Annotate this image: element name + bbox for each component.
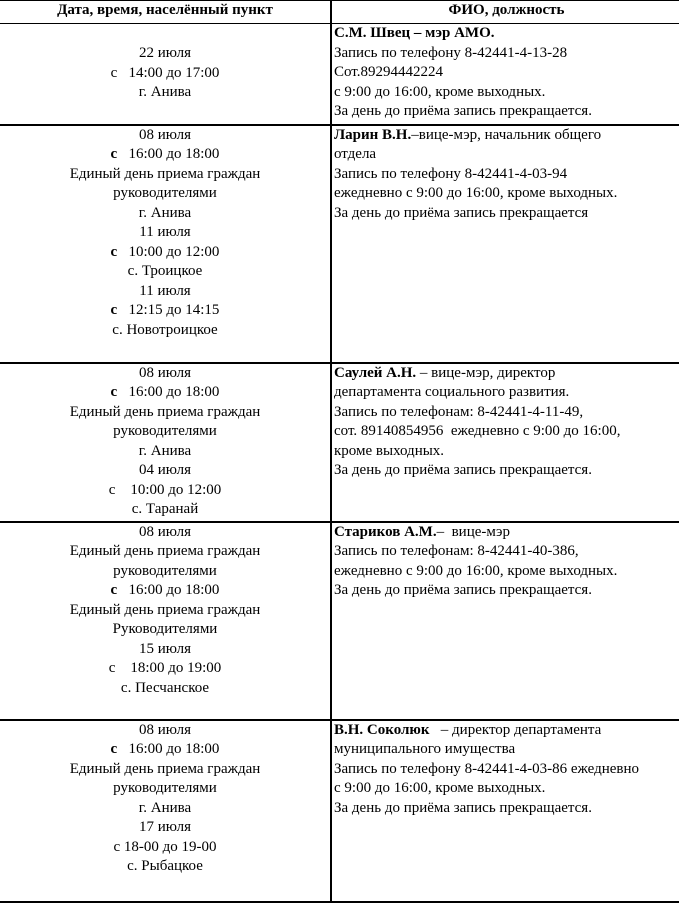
date-text: с. Песчанское	[120, 679, 210, 696]
time-prefix: с	[110, 243, 118, 260]
person-line	[334, 779, 679, 799]
date-line	[0, 818, 330, 838]
date-text: с. Троицкое	[127, 263, 203, 279]
date-line	[0, 523, 330, 543]
person-text: отдела	[334, 146, 377, 162]
date-line	[0, 204, 330, 224]
person-line	[334, 24, 679, 44]
person-text: ежедневно с 9:00 до 16:00, кроме выходных.	[334, 185, 618, 201]
date-line	[0, 422, 330, 442]
person-line	[334, 422, 679, 442]
person-cell	[331, 522, 679, 720]
date-line	[0, 442, 330, 462]
person-line	[334, 760, 679, 780]
date-text: с 10:00 до 12:00	[108, 481, 222, 498]
person-text: За день до приёма запись прекращается	[334, 204, 589, 221]
date-text: Единый день приема граждан	[69, 403, 261, 420]
person-text: –вице-мэр, начальник общего	[411, 126, 602, 143]
date-text: руководителями	[113, 780, 217, 796]
date-text: 08 июля	[139, 721, 191, 738]
person-line: Запись по телефону 8-42441-4-13-28	[334, 44, 568, 61]
person-name: Ларин В.Н.	[334, 126, 412, 143]
date-line	[0, 184, 330, 204]
person-line	[334, 461, 679, 481]
date-text: руководителями	[113, 423, 217, 439]
date-line	[0, 145, 330, 165]
person-text: – директор департамента	[429, 721, 602, 738]
date-line	[0, 581, 330, 601]
person-line	[334, 403, 679, 423]
person-line	[334, 740, 679, 760]
date-line	[0, 301, 330, 321]
date-line	[0, 779, 330, 799]
date-line	[0, 165, 330, 185]
person-line	[334, 383, 679, 403]
schedule-row	[0, 522, 679, 720]
person-text: муниципального имущества	[334, 741, 516, 757]
person-line	[334, 562, 679, 582]
person-line: Сот.89294442224	[334, 64, 443, 80]
date-line: 22 июля	[139, 45, 191, 61]
date-text: 08 июля	[139, 364, 191, 381]
time-prefix: с	[110, 741, 118, 757]
date-cell	[0, 24, 331, 125]
date-line	[0, 640, 330, 660]
date-text: с 18:00 до 19:00	[108, 660, 222, 676]
date-text: 08 июля	[139, 523, 191, 540]
date-line	[0, 403, 330, 423]
person-cell	[331, 24, 679, 125]
date-cell	[0, 522, 331, 720]
person-cell	[331, 363, 679, 522]
time-line: с 14:00 до 17:00	[110, 64, 220, 81]
date-line	[0, 659, 330, 679]
person-name: В.Н. Соколюк	[334, 721, 430, 738]
person-text: За день до приёма запись прекращается.	[334, 582, 592, 598]
person-line	[334, 364, 679, 384]
person-text: сот. 89140854956 ежедневно с 9:00 до 16:00,	[334, 423, 621, 439]
person-name: С.М. Швец – мэр АМО.	[334, 25, 495, 41]
person-text: департамента социального развития.	[334, 384, 570, 400]
person-text: За день до приёма запись прекращается.	[334, 462, 592, 478]
date-text: 12:15 до 14:15	[117, 302, 220, 318]
person-text: ежедневно с 9:00 до 16:00, кроме выходных.	[334, 562, 618, 579]
person-text: с 9:00 до 16:00, кроме выходных.	[334, 780, 546, 796]
schedule-row	[0, 720, 679, 902]
person-line	[334, 145, 679, 165]
date-line	[0, 760, 330, 780]
date-line	[0, 126, 330, 146]
time-prefix: с	[110, 146, 118, 162]
date-line	[0, 740, 330, 760]
place-line: г. Анива	[138, 84, 192, 100]
date-line	[0, 679, 330, 699]
date-cell	[0, 363, 331, 522]
date-text: Единый день приема граждан	[69, 601, 261, 618]
date-text: с. Таранай	[131, 501, 199, 517]
date-text: руководителями	[113, 562, 217, 579]
date-line	[0, 364, 330, 384]
person-line: За день до приёма запись прекращается.	[334, 103, 592, 119]
date-text: с 18-00 до 19-00	[113, 838, 217, 855]
person-text: Запись по телефонам: 8-42441-4-11-49,	[334, 403, 584, 420]
person-cell	[331, 125, 679, 363]
time-prefix: с	[110, 384, 118, 400]
date-line	[0, 799, 330, 819]
date-text: 10:00 до 12:00	[117, 243, 220, 260]
time-prefix: с	[110, 582, 118, 598]
person-text: – вице-мэр, директор	[416, 364, 556, 381]
date-line	[0, 562, 330, 582]
person-line	[334, 126, 679, 146]
person-text: Запись по телефону 8-42441-4-03-86 ежедневно	[334, 760, 640, 777]
date-line	[0, 500, 330, 520]
person-line	[334, 442, 679, 462]
header-row	[0, 1, 679, 24]
date-text: 16:00 до 18:00	[117, 582, 220, 598]
date-text: г. Анива	[138, 204, 192, 221]
person-text: Запись по телефонам: 8-42441-40-386,	[334, 543, 579, 559]
person-line	[334, 721, 679, 741]
time-prefix: с	[110, 302, 118, 318]
date-text: 16:00 до 18:00	[117, 741, 220, 757]
date-line	[0, 243, 330, 263]
date-text: 04 июля	[139, 462, 191, 478]
date-text: 11 июля	[139, 282, 191, 299]
date-line	[0, 601, 330, 621]
schedule-row	[0, 24, 679, 125]
person-line	[334, 204, 679, 224]
date-line	[0, 223, 330, 243]
person-cell	[331, 720, 679, 902]
date-text: Единый день приема граждан	[69, 165, 261, 182]
header-date-column: Дата, время, населённый пункт	[0, 1, 331, 24]
person-text: За день до приёма запись прекращается.	[334, 799, 592, 816]
date-line	[0, 383, 330, 403]
date-line	[0, 262, 330, 282]
person-line: с 9:00 до 16:00, кроме выходных.	[334, 83, 546, 100]
date-line	[0, 620, 330, 640]
date-line	[0, 282, 330, 302]
date-text: 11 июля	[139, 224, 191, 240]
date-text: Единый день приема граждан	[69, 760, 261, 777]
date-text: Единый день приема граждан	[69, 543, 261, 559]
date-text: 16:00 до 18:00	[117, 146, 220, 162]
person-line	[334, 523, 679, 543]
date-line	[0, 838, 330, 858]
date-text: г. Анива	[138, 442, 192, 459]
person-line	[334, 581, 679, 601]
date-text: 17 июля	[139, 819, 191, 835]
date-line	[0, 321, 330, 341]
schedule-row	[0, 125, 679, 363]
date-line	[0, 542, 330, 562]
person-name: Стариков А.М.	[334, 523, 437, 540]
person-name: Саулей А.Н.	[334, 364, 417, 381]
date-text: г. Анива	[138, 799, 192, 816]
person-line	[334, 165, 679, 185]
date-text: 16:00 до 18:00	[117, 384, 220, 400]
date-cell	[0, 125, 331, 363]
date-text: с. Рыбацкое	[127, 858, 203, 874]
date-text: Руководителями	[112, 621, 218, 637]
person-text: Запись по телефону 8-42441-4-03-94	[334, 165, 568, 182]
person-text: – вице-мэр	[436, 523, 510, 540]
date-line	[0, 857, 330, 877]
date-text: с. Новотроицкое	[112, 321, 218, 338]
date-line	[0, 461, 330, 481]
date-text: руководителями	[113, 185, 217, 201]
person-line	[334, 542, 679, 562]
date-text: 08 июля	[139, 126, 191, 143]
date-line	[0, 721, 330, 741]
date-line	[0, 481, 330, 501]
person-line	[334, 184, 679, 204]
schedule-row	[0, 363, 679, 522]
date-text: 15 июля	[139, 640, 191, 657]
person-text: кроме выходных.	[334, 442, 445, 459]
person-line	[334, 799, 679, 819]
header-person-column: ФИО, должность	[331, 1, 679, 24]
date-cell	[0, 720, 331, 902]
